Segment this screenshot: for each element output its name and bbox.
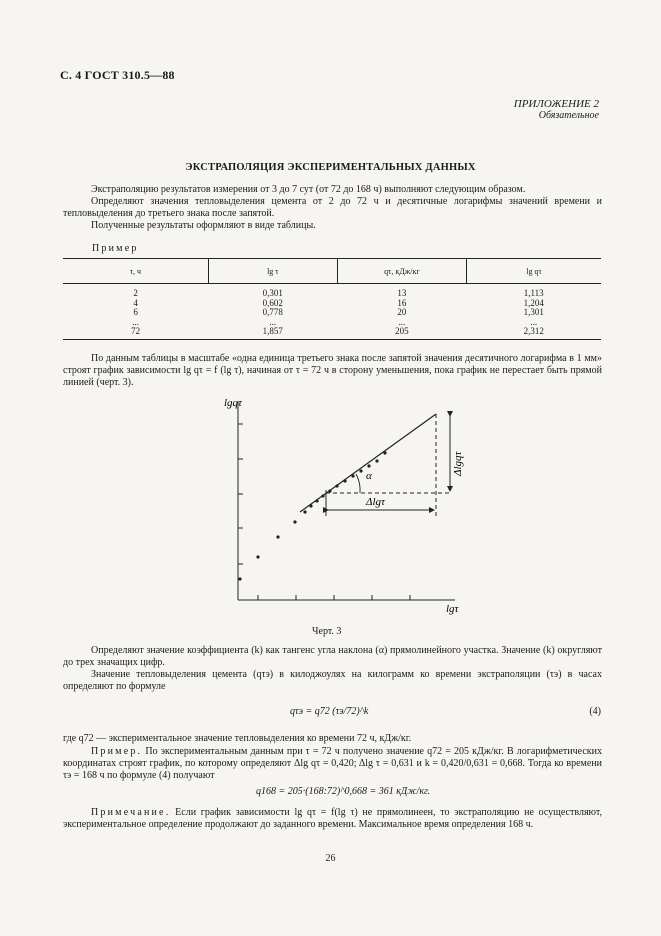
page-number: 26 (325, 853, 336, 864)
x-axis-label: lgτ (446, 603, 459, 615)
data-point (375, 459, 378, 462)
table-cell: 1,204 (523, 297, 544, 308)
results-table (63, 258, 601, 340)
table-cell: 72 (63, 327, 208, 339)
formula-4: qτэ = q72 (τэ/72)^k (290, 706, 369, 717)
dy-label: Δlgqτ (452, 451, 464, 476)
table-cell: 0,301 (262, 288, 283, 298)
table-header-row (63, 259, 601, 284)
y-ticks (238, 424, 243, 564)
example2-paragraph (63, 746, 602, 782)
data-point (276, 535, 279, 538)
formula-5: q168 = 205·(168:72)^0,668 = 361 кДж/кг. (256, 786, 431, 797)
dx-label: Δlgτ (366, 496, 385, 508)
appendix-subtitle: Обязательное (538, 110, 599, 121)
graph-paragraph (63, 353, 602, 389)
table-row (63, 284, 601, 299)
example-label: Пример (92, 243, 139, 254)
table-cell: ... (398, 316, 406, 327)
document-header: С. 4 ГОСТ 310.5—88 (60, 68, 175, 82)
section-title: ЭКСТРАПОЛЯЦИЯ ЭКСПЕРИМЕНТАЛЬНЫХ ДАННЫХ (185, 162, 476, 173)
table-header-cell: qτ, кДж/кг (337, 259, 466, 284)
table-header-cell: lg τ (208, 259, 337, 284)
angle-label: α (366, 470, 372, 482)
k-paragraph (63, 645, 602, 693)
table-cell: ... (269, 316, 277, 327)
note-label: Примечание. (91, 807, 171, 818)
y-axis-label: lgqτ (224, 397, 242, 409)
data-point (367, 464, 370, 467)
table-cell: 2 (133, 288, 138, 298)
table-cell: ... (530, 316, 538, 327)
table-cell: 16 (397, 297, 407, 308)
table-header-cell: lg qτ (466, 259, 601, 284)
table-cell: 0,602 (262, 297, 283, 308)
k-paragraph-text: Определяют значение коэффициента (k) как тангенс угла наклона (α) прямолинейного участка. Значение (k) округляют до трех значащих цифр. (63, 645, 602, 668)
note-paragraph (63, 807, 602, 831)
intro-paragraph-2: Определяют значения тепловыделения цемента от 2 до 72 ч и десятичные логарифмы значений времени и тепловыделения до третьего знака после запятой. (63, 196, 602, 219)
angle-arc (356, 474, 360, 493)
where-text: где q72 — экспериментальное значение тепловыделения ко времени 72 ч, кДж/кг. (63, 733, 412, 744)
table-row (63, 308, 601, 318)
table-cell: 20 (397, 307, 407, 317)
appendix-title: ПРИЛОЖЕНИЕ 2 (513, 98, 599, 110)
table-header-cell: τ, ч (63, 259, 208, 284)
where-paragraph (63, 733, 602, 745)
intro-paragraphs (63, 184, 602, 232)
table-cell: 6 (133, 307, 138, 317)
data-points (238, 451, 386, 580)
table-cell: 13 (397, 288, 407, 298)
table-cell: 1,857 (208, 327, 337, 339)
table-cell: 2,312 (466, 327, 601, 339)
x-ticks (258, 595, 410, 600)
note-text: Если график зависимости lg qτ = f(lg τ) не прямолинеен, то экстраполяцию не осуществляют, экспериментальное определение продолжают до заданного времени. Максимальное время определения 168 ч. (63, 807, 603, 830)
table-row (63, 318, 601, 328)
table-cell: 0,778 (262, 307, 283, 317)
table-cell: 1,113 (523, 288, 544, 298)
table-cell: 1,301 (523, 307, 544, 317)
table-cell: 205 (337, 327, 466, 339)
appendix-label (514, 98, 599, 122)
table-cell: ... (132, 316, 139, 327)
data-point (293, 520, 296, 523)
formula-4-number: (4) (589, 706, 601, 717)
table-cell: 4 (133, 297, 138, 308)
intro-paragraph-3: Полученные результаты оформляют в виде таблицы. (91, 220, 316, 231)
intro-paragraph-1: Экстраполяцию результатов измерения от 3 до 7 сут (от 72 до 168 ч) выполняют следующим образом. (91, 184, 526, 195)
figure-3-graph (220, 394, 480, 624)
data-point (238, 577, 241, 580)
table-row (63, 327, 601, 339)
example2-label: Пример. (91, 746, 143, 757)
table-row (63, 299, 601, 309)
data-point (303, 510, 306, 513)
figure-caption: Черт. 3 (312, 626, 342, 637)
graph-paragraph-text: По данным таблицы в масштабе «одна единица третьего знака после запятой значения десятичного логарифма в 1 мм» строят график зависимости lg qτ = f (lg τ), начиная от τ = 72 ч в сторону уменьшения, пока график не перестает быть прямой линией (черт. 3). (63, 353, 602, 388)
data-point (256, 555, 259, 558)
data-point (359, 469, 362, 472)
q-paragraph-text: Значение тепловыделения цемента (qτэ) в килоджоулях на килограмм ко времени экстраполяции (τэ) в часах определяют по формуле (63, 669, 602, 692)
example2-text: По экспериментальным данным при τ = 72 ч получено значение q72 = 205 кДж/кг. В логарифметических координатах строят график, по которому определяют Δlg qτ = 0,420; Δlg τ = 0,631 и k = 0,420/0,631 = 0,668. Тогда ко времени τэ = 168 ч по формуле (4) получают (63, 746, 602, 781)
